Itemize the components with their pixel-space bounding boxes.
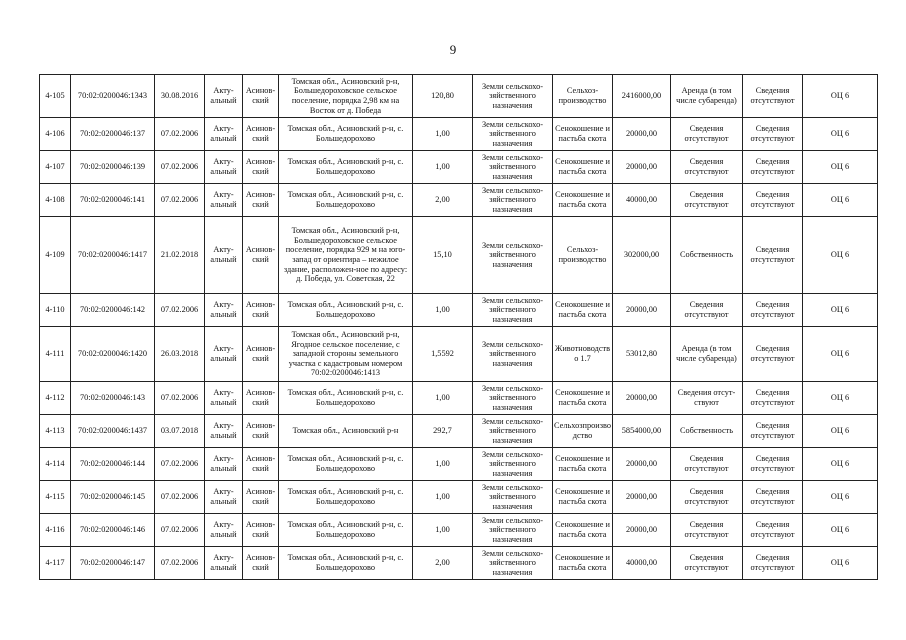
code-cell: ОЦ 6 [803, 294, 878, 327]
address-cell: Томская обл., Асиновский р-н, Большедороховское сельское поселение, порядка 2,98 км на Восток от д. Победа [279, 75, 413, 118]
code-cell: ОЦ 6 [803, 217, 878, 294]
cadastral-number-cell: 70:02:0200046:143 [71, 382, 155, 415]
encumbrance-cell: Сведения отсутствуют [743, 151, 803, 184]
status-cell: Акту-альный [205, 118, 243, 151]
permitted-use-cell: Сенокошение и пастьба скота [553, 382, 613, 415]
code-cell: ОЦ 6 [803, 415, 878, 448]
code-cell: ОЦ 6 [803, 151, 878, 184]
row-number-cell: 4-117 [40, 547, 71, 580]
registration-date-cell: 07.02.2006 [155, 184, 205, 217]
cadastral-value-cell: 302000,00 [613, 217, 671, 294]
status-cell: Акту-альный [205, 327, 243, 382]
land-category-cell: Земли сельскохо-зяйственного назначения [473, 481, 553, 514]
cadastral-value-cell: 40000,00 [613, 184, 671, 217]
encumbrance-cell: Сведения отсутствуют [743, 217, 803, 294]
cadastral-number-cell: 70:02:0200046:142 [71, 294, 155, 327]
district-cell: Асинов-ский [243, 184, 279, 217]
rights-cell: Собственность [671, 415, 743, 448]
cadastral-value-cell: 20000,00 [613, 151, 671, 184]
land-category-cell: Земли сельскохо-зяйственного назначения [473, 547, 553, 580]
registration-date-cell: 07.02.2006 [155, 382, 205, 415]
row-number-cell: 4-115 [40, 481, 71, 514]
area-cell: 2,00 [413, 184, 473, 217]
permitted-use-cell: Сельхоз-производство [553, 75, 613, 118]
cadastral-value-cell: 40000,00 [613, 547, 671, 580]
district-cell: Асинов-ский [243, 294, 279, 327]
status-cell: Акту-альный [205, 415, 243, 448]
encumbrance-cell: Сведения отсутствуют [743, 118, 803, 151]
district-cell: Асинов-ский [243, 448, 279, 481]
row-number-cell: 4-116 [40, 514, 71, 547]
cadastral-value-cell: 20000,00 [613, 118, 671, 151]
encumbrance-cell: Сведения отсутствуют [743, 448, 803, 481]
status-cell: Акту-альный [205, 294, 243, 327]
registration-date-cell: 07.02.2006 [155, 514, 205, 547]
cadastral-number-cell: 70:02:0200046:145 [71, 481, 155, 514]
code-cell: ОЦ 6 [803, 75, 878, 118]
district-cell: Асинов-ский [243, 547, 279, 580]
table-row [40, 514, 878, 547]
cadastral-value-cell: 20000,00 [613, 382, 671, 415]
cadastral-number-cell: 70:02:0200046:1420 [71, 327, 155, 382]
table-row [40, 448, 878, 481]
district-cell: Асинов-ский [243, 514, 279, 547]
code-cell: ОЦ 6 [803, 514, 878, 547]
encumbrance-cell: Сведения отсутствуют [743, 382, 803, 415]
code-cell: ОЦ 6 [803, 184, 878, 217]
district-cell: Асинов-ский [243, 481, 279, 514]
address-cell: Томская обл., Асиновский р-н [279, 415, 413, 448]
permitted-use-cell: Сенокошение и пастьба скота [553, 294, 613, 327]
page-number: 9 [449, 42, 457, 57]
table-row [40, 415, 878, 448]
district-cell: Асинов-ский [243, 382, 279, 415]
permitted-use-cell: Сенокошение и пастьба скота [553, 547, 613, 580]
row-number-cell: 4-112 [40, 382, 71, 415]
area-cell: 2,00 [413, 547, 473, 580]
cadastral-value-cell: 20000,00 [613, 481, 671, 514]
permitted-use-cell: Животноводство 1.7 [553, 327, 613, 382]
permitted-use-cell: Сенокошение и пастьба скота [553, 118, 613, 151]
rights-cell: Аренда (в том числе субаренда) [671, 75, 743, 118]
code-cell: ОЦ 6 [803, 327, 878, 382]
registration-date-cell: 07.02.2006 [155, 547, 205, 580]
registration-date-cell: 07.02.2006 [155, 151, 205, 184]
land-category-cell: Земли сельскохо-зяйственного назначения [473, 294, 553, 327]
table-row [40, 382, 878, 415]
encumbrance-cell: Сведения отсутствуют [743, 327, 803, 382]
status-cell: Акту-альный [205, 75, 243, 118]
status-cell: Акту-альный [205, 382, 243, 415]
cadastral-value-cell: 2416000,00 [613, 75, 671, 118]
cadastral-number-cell: 70:02:0200046:147 [71, 547, 155, 580]
rights-cell: Сведения отсутствуют [671, 514, 743, 547]
table-row [40, 118, 878, 151]
table-row [40, 75, 878, 118]
encumbrance-cell: Сведения отсутствуют [743, 514, 803, 547]
status-cell: Акту-альный [205, 184, 243, 217]
land-registry-table [39, 74, 878, 580]
address-cell: Томская обл., Асиновский р-н, с. Большедорохово [279, 118, 413, 151]
rights-cell: Собственность [671, 217, 743, 294]
area-cell: 1,00 [413, 514, 473, 547]
address-cell: Томская обл., Асиновский р-н, с. Большедорохово [279, 294, 413, 327]
table-body [40, 75, 878, 580]
rights-cell: Сведения отсутствуют [671, 481, 743, 514]
status-cell: Акту-альный [205, 217, 243, 294]
cadastral-value-cell: 20000,00 [613, 514, 671, 547]
row-number-cell: 4-111 [40, 327, 71, 382]
code-cell: ОЦ 6 [803, 481, 878, 514]
land-category-cell: Земли сельскохо-зяйственного назначения [473, 151, 553, 184]
area-cell: 1,5592 [413, 327, 473, 382]
encumbrance-cell: Сведения отсутствуют [743, 184, 803, 217]
land-category-cell: Земли сельскохо-зяйственного назначения [473, 184, 553, 217]
rights-cell: Сведения отсут-ствуют [671, 382, 743, 415]
cadastral-value-cell: 20000,00 [613, 294, 671, 327]
rights-cell: Сведения отсутствуют [671, 547, 743, 580]
address-cell: Томская обл., Асиновский р-н, Большедороховское сельское поселение, порядка 929 м на юго-запад от ориентира – нежилое здание, расположен-ное по адресу: д. Победа, ул. Советская, 22 [279, 217, 413, 294]
permitted-use-cell: Сенокошение и пастьба скота [553, 184, 613, 217]
area-cell: 292,7 [413, 415, 473, 448]
land-category-cell: Земли сельскохо-зяйственного назначения [473, 514, 553, 547]
permitted-use-cell: Сенокошение и пастьба скота [553, 448, 613, 481]
table-row [40, 481, 878, 514]
permitted-use-cell: Сельхозпроизводство [553, 415, 613, 448]
rights-cell: Сведения отсутствуют [671, 448, 743, 481]
area-cell: 1,00 [413, 118, 473, 151]
rights-cell: Сведения отсутствуют [671, 294, 743, 327]
permitted-use-cell: Сенокошение и пастьба скота [553, 514, 613, 547]
land-category-cell: Земли сельскохо-зяйственного назначения [473, 118, 553, 151]
encumbrance-cell: Сведения отсутствуют [743, 75, 803, 118]
district-cell: Асинов-ский [243, 118, 279, 151]
table-row [40, 547, 878, 580]
cadastral-number-cell: 70:02:0200046:144 [71, 448, 155, 481]
area-cell: 1,00 [413, 382, 473, 415]
status-cell: Акту-альный [205, 481, 243, 514]
row-number-cell: 4-107 [40, 151, 71, 184]
table-row [40, 294, 878, 327]
row-number-cell: 4-106 [40, 118, 71, 151]
district-cell: Асинов-ский [243, 327, 279, 382]
rights-cell: Сведения отсутствуют [671, 118, 743, 151]
address-cell: Томская обл., Асиновский р-н, с. Большедорохово [279, 151, 413, 184]
table-row [40, 217, 878, 294]
code-cell: ОЦ 6 [803, 448, 878, 481]
district-cell: Асинов-ский [243, 217, 279, 294]
area-cell: 120,80 [413, 75, 473, 118]
registration-date-cell: 07.02.2006 [155, 118, 205, 151]
address-cell: Томская обл., Асиновский р-н, с. Большедорохово [279, 184, 413, 217]
cadastral-value-cell: 53012,80 [613, 327, 671, 382]
address-cell: Томская обл., Асиновский р-н, с. Большедорохово [279, 547, 413, 580]
cadastral-number-cell: 70:02:0200046:141 [71, 184, 155, 217]
status-cell: Акту-альный [205, 547, 243, 580]
area-cell: 1,00 [413, 294, 473, 327]
code-cell: ОЦ 6 [803, 382, 878, 415]
rights-cell: Аренда (в том числе субаренда) [671, 327, 743, 382]
registration-date-cell: 07.02.2006 [155, 294, 205, 327]
area-cell: 1,00 [413, 481, 473, 514]
registration-date-cell: 03.07.2018 [155, 415, 205, 448]
permitted-use-cell: Сенокошение и пастьба скота [553, 481, 613, 514]
address-cell: Томская обл., Асиновский р-н, с. Большедорохово [279, 382, 413, 415]
area-cell: 1,00 [413, 151, 473, 184]
table-row [40, 184, 878, 217]
table-row [40, 151, 878, 184]
address-cell: Томская обл., Асиновский р-н, Ягодное сельское поселение, с западной стороны земельного участка с кадастровым номером 70:02:0200046:1413 [279, 327, 413, 382]
cadastral-number-cell: 70:02:0200046:1437 [71, 415, 155, 448]
code-cell: ОЦ 6 [803, 118, 878, 151]
registration-date-cell: 07.02.2006 [155, 481, 205, 514]
row-number-cell: 4-109 [40, 217, 71, 294]
status-cell: Акту-альный [205, 514, 243, 547]
land-category-cell: Земли сельскохо-зяйственного назначения [473, 382, 553, 415]
encumbrance-cell: Сведения отсутствуют [743, 415, 803, 448]
row-number-cell: 4-114 [40, 448, 71, 481]
registration-date-cell: 21.02.2018 [155, 217, 205, 294]
registration-date-cell: 07.02.2006 [155, 448, 205, 481]
cadastral-value-cell: 5854000,00 [613, 415, 671, 448]
district-cell: Асинов-ский [243, 151, 279, 184]
area-cell: 1,00 [413, 448, 473, 481]
land-category-cell: Земли сельскохо-зяйственного назначения [473, 448, 553, 481]
row-number-cell: 4-113 [40, 415, 71, 448]
cadastral-number-cell: 70:02:0200046:137 [71, 118, 155, 151]
encumbrance-cell: Сведения отсутствуют [743, 481, 803, 514]
encumbrance-cell: Сведения отсутствуют [743, 294, 803, 327]
cadastral-number-cell: 70:02:0200046:1417 [71, 217, 155, 294]
cadastral-number-cell: 70:02:0200046:139 [71, 151, 155, 184]
row-number-cell: 4-110 [40, 294, 71, 327]
rights-cell: Сведения отсутствуют [671, 151, 743, 184]
status-cell: Акту-альный [205, 448, 243, 481]
district-cell: Асинов-ский [243, 415, 279, 448]
land-category-cell: Земли сельскохо-зяйственного назначения [473, 217, 553, 294]
table-row [40, 327, 878, 382]
permitted-use-cell: Сельхоз-производство [553, 217, 613, 294]
land-category-cell: Земли сельскохо-зяйственного назначения [473, 327, 553, 382]
cadastral-number-cell: 70:02:0200046:1343 [71, 75, 155, 118]
land-category-cell: Земли сельскохо-зяйственного назначения [473, 75, 553, 118]
rights-cell: Сведения отсутствуют [671, 184, 743, 217]
cadastral-value-cell: 20000,00 [613, 448, 671, 481]
area-cell: 15,10 [413, 217, 473, 294]
address-cell: Томская обл., Асиновский р-н, с. Большедорохово [279, 481, 413, 514]
registration-date-cell: 26.03.2018 [155, 327, 205, 382]
address-cell: Томская обл., Асиновский р-н, с. Большедорохово [279, 448, 413, 481]
cadastral-number-cell: 70:02:0200046:146 [71, 514, 155, 547]
row-number-cell: 4-105 [40, 75, 71, 118]
status-cell: Акту-альный [205, 151, 243, 184]
code-cell: ОЦ 6 [803, 547, 878, 580]
row-number-cell: 4-108 [40, 184, 71, 217]
land-category-cell: Земли сельскохо-зяйственного назначения [473, 415, 553, 448]
encumbrance-cell: Сведения отсутствуют [743, 547, 803, 580]
registration-date-cell: 30.08.2016 [155, 75, 205, 118]
district-cell: Асинов-ский [243, 75, 279, 118]
address-cell: Томская обл., Асиновский р-н, с. Большедорохово [279, 514, 413, 547]
permitted-use-cell: Сенокошение и пастьба скота [553, 151, 613, 184]
